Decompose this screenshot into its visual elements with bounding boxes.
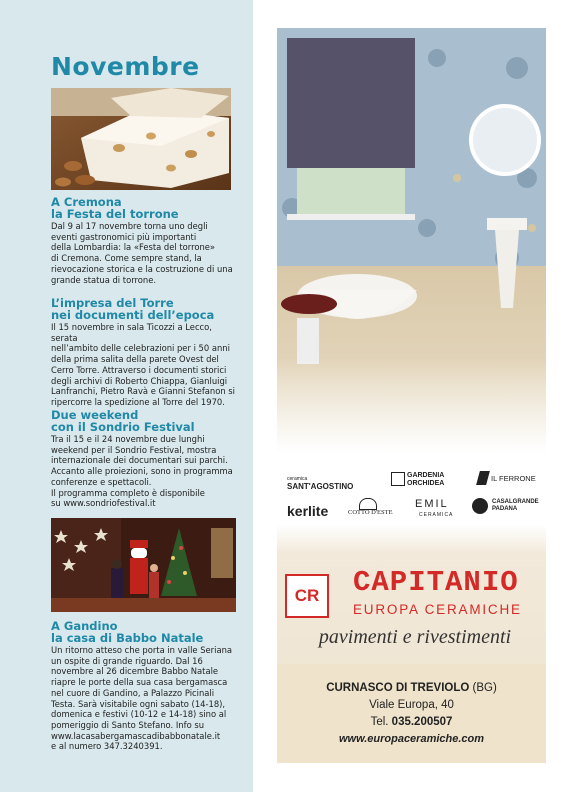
article-cremona xyxy=(51,196,241,285)
article-gandino xyxy=(51,620,241,752)
company-subtitle: EUROPA CERAMICHE xyxy=(353,602,522,617)
capitanio-logo-mark: CR xyxy=(285,574,329,618)
article-body: Il 15 novembre in sala Ticozzi a Lecco, serata nell’ambito delle celebrazioni per i 50 anni della prima salita della parete Ovest del Cerro Torre. Attraverso i documenti storici degli archivi di Roberto Chiappa, Gianluigi Lanfranchi, Pietro Ravà e Gianni Stefanon si ripercorre la spedizione al Torre del 1970. xyxy=(51,322,235,407)
gardenia-logo: GARDENIA xyxy=(407,472,445,479)
article-title: L’impresa del Torre nei documenti dell’epoca xyxy=(51,296,215,322)
emil-logo: EMIL xyxy=(415,498,449,510)
ad-slogan: pavimenti e rivestimenti xyxy=(318,626,512,648)
article-title: A Gandino la casa di Babbo Natale xyxy=(51,619,204,645)
company-name: CAPITANIO xyxy=(353,566,519,599)
padana-logo: PADANA xyxy=(492,506,518,512)
torrone-photo xyxy=(51,88,231,190)
sondrio-link[interactable]: su www.sondriofestival.it xyxy=(51,498,156,509)
website-link[interactable]: www.europaceramiche.com xyxy=(338,733,485,745)
article-sondrio xyxy=(51,409,241,509)
ferrone-icon xyxy=(476,471,490,485)
cotto-logo: COTTO D'ESTE xyxy=(348,509,393,516)
article-torre xyxy=(51,297,241,408)
page-title: Novembre xyxy=(51,52,200,81)
article-body: Un ritorno atteso che porta in valle Seriana un ospite di grande riguardo. Dal 16 novembre al 26 dicembre Babbo Natale riapre le porte della sua casa bergamasca nel cuore di Gandino, a Palazzo Picinali Testa. Sarà visitabile ogni sabato (14-18), domenica e festivi (10-12 e 14-18) sino al pomeriggio di Santo Stefano. Info su www.lacasabergamascadibabbonatale.it e al numero 347.3240391. xyxy=(51,645,233,752)
article-title: A Cremona la Festa del torrone xyxy=(51,195,179,221)
article-body: Dal 9 al 17 novembre torna uno degli eventi gastronomici più importanti della Lombardia: la «Festa del torrone» di Cremona. Come sempre stand, la rievocazione storica e la costruzione di una grande statua di torrone. xyxy=(51,221,233,285)
address-box xyxy=(277,664,546,763)
kerlite-logo: kerlite xyxy=(287,503,329,519)
sant-agostino-logo: SANT'AGOSTINO xyxy=(287,482,354,491)
ferrone-logo: IL FERRONE xyxy=(491,474,536,483)
bathroom-photo xyxy=(277,28,546,453)
advertisement xyxy=(277,28,546,763)
article-title: Due weekend con il Sondrio Festival xyxy=(51,408,195,434)
address-city: CURNASCO DI TREVIOLO (BG) xyxy=(326,682,497,694)
casalgrande-logo: CASALGRANDE xyxy=(492,499,539,505)
gardenia-orchidea-icon xyxy=(391,472,405,486)
casalgrande-icon xyxy=(472,498,488,514)
article-body: Tra il 15 e il 24 novembre due lunghi weekend per il Sondrio Festival, mostra internazionale dei documentari sui parchi. Accanto alle proiezioni, sono in programma conferenze e spettacoli. Il programma completo è disponibile su www.sondriofestival.it xyxy=(51,434,233,509)
babbo-natale-photo xyxy=(51,518,236,612)
orchidea-logo: ORCHIDEA xyxy=(407,480,445,487)
brand-logos: ceramica SANT'AGOSTINO GARDENIA ORCHIDEA IL FERRONE kerlite COTTO D'ESTE EMIL CERAMICA CASALGRANDE PADANA xyxy=(287,472,539,519)
phone-number: Tel. 035.200507 xyxy=(370,716,453,728)
babbo-natale-link[interactable]: www.lacasabergamascadibabbonatale.it xyxy=(51,730,221,741)
address-street: Viale Europa, 40 xyxy=(369,699,454,711)
